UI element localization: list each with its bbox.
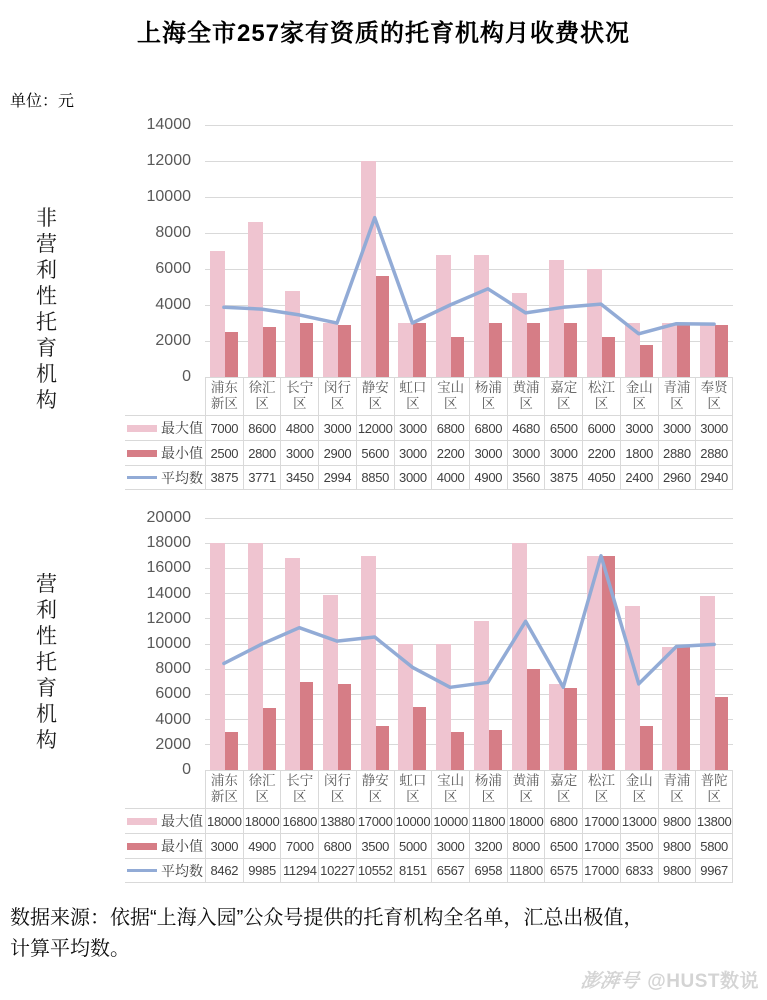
legend-min-swatch <box>127 843 157 850</box>
column-header <box>243 770 281 808</box>
table-cell: 5600 <box>356 440 394 465</box>
table-cell: 11800 <box>469 808 507 833</box>
column-header <box>695 770 733 808</box>
table-cell: 6958 <box>469 858 507 883</box>
data-table <box>125 377 733 490</box>
table-cell: 1800 <box>620 440 658 465</box>
legend-max-swatch <box>127 425 157 432</box>
column-header-line1: 浦东 <box>210 380 238 395</box>
table-cell: 8850 <box>356 465 394 490</box>
table-cell: 3450 <box>280 465 318 490</box>
column-header-line1: 黄浦 <box>512 380 540 395</box>
table-cell: 4800 <box>280 415 318 440</box>
table-cell: 3771 <box>243 465 281 490</box>
row-label <box>125 415 205 440</box>
table-cell: 11294 <box>280 858 318 883</box>
table-cell: 3500 <box>356 833 394 858</box>
table-cell: 6800 <box>544 808 582 833</box>
table-cell: 6800 <box>318 833 356 858</box>
table-cell: 9967 <box>695 858 733 883</box>
y-axis-tick: 10000 <box>146 188 191 205</box>
table-cell: 9800 <box>658 808 696 833</box>
y-axis-tick: 8000 <box>155 224 191 241</box>
table-cell: 3000 <box>469 440 507 465</box>
watermark-logo: 澎湃号 <box>578 971 641 992</box>
column-header-line2: 区 <box>368 789 382 804</box>
column-header-line2: 区 <box>519 789 533 804</box>
table-cell: 6567 <box>431 858 469 883</box>
watermark-handle: @HUST数说 <box>647 971 759 992</box>
y-axis-tick: 8000 <box>155 660 191 678</box>
chart-side-label-nonprofit: 非营利性托育机构 <box>36 207 57 412</box>
y-axis-tick: 14000 <box>146 584 191 602</box>
column-header-line2: 区 <box>594 396 609 411</box>
column-header-line1: 虹口 <box>399 773 427 788</box>
column-header-line2: 区 <box>632 789 646 804</box>
table-cell: 13880 <box>318 808 356 833</box>
table-cell: 4900 <box>469 465 507 490</box>
legend-avg-swatch <box>127 476 157 479</box>
table-cell: 2900 <box>318 440 356 465</box>
column-header-line2: 区 <box>293 789 307 804</box>
column-header <box>394 770 432 808</box>
column-header-line2: 区 <box>255 789 269 804</box>
table-cell: 9800 <box>658 858 696 883</box>
table-cell: 3200 <box>469 833 507 858</box>
column-header-line2: 区 <box>443 396 458 411</box>
table-cell: 12000 <box>356 415 394 440</box>
column-header-line2: 区 <box>406 396 420 411</box>
column-header-line2: 区 <box>707 789 721 804</box>
column-header-line1: 宝山 <box>437 773 465 788</box>
column-header-line2: 区 <box>594 789 609 804</box>
column-header-line1: 徐汇 <box>248 380 276 395</box>
column-header-line2: 区 <box>330 789 345 804</box>
y-axis-tick: 20000 <box>146 509 191 526</box>
legend-label: 最小值 <box>161 445 203 461</box>
data-table <box>125 770 733 883</box>
table-cell: 2880 <box>658 440 696 465</box>
table-cell: 6500 <box>544 833 582 858</box>
table-cell: 3000 <box>280 440 318 465</box>
column-header-line2: 区 <box>632 396 646 411</box>
column-header <box>394 377 432 415</box>
y-axis-tick: 12000 <box>146 152 191 169</box>
column-header <box>243 377 281 415</box>
source-note <box>10 903 643 965</box>
table-cell: 11800 <box>507 858 545 883</box>
column-header-line2: 新区 <box>210 396 238 411</box>
column-header-line2: 区 <box>519 396 533 411</box>
table-cell: 3000 <box>507 440 545 465</box>
table-cell: 8151 <box>394 858 432 883</box>
column-header-line1: 松江 <box>587 773 615 788</box>
column-header-line2: 区 <box>443 789 458 804</box>
column-header <box>544 377 582 415</box>
column-header <box>658 770 696 808</box>
column-header-line1: 金山 <box>625 380 653 395</box>
table-cell: 3000 <box>620 415 658 440</box>
column-header <box>205 770 243 808</box>
chart-section-nonprofit <box>125 113 733 490</box>
column-header <box>356 770 394 808</box>
y-axis-tick: 14000 <box>146 116 191 133</box>
table-cell: 6800 <box>469 415 507 440</box>
table-cell: 7000 <box>280 833 318 858</box>
table-cell: 2800 <box>243 440 281 465</box>
row-label <box>125 833 205 858</box>
column-header-line2: 新区 <box>210 789 238 804</box>
legend-avg-swatch <box>127 869 157 872</box>
column-header <box>205 377 243 415</box>
column-header <box>280 377 318 415</box>
source-note-line1: 数据来源：依据“上海入园”公众号提供的托育机构全名单，汇总出极值， <box>10 907 644 929</box>
legend-label: 最大值 <box>161 420 203 436</box>
table-cell: 18000 <box>205 808 243 833</box>
table-cell: 3000 <box>431 833 469 858</box>
column-header <box>469 770 507 808</box>
legend-label: 最大值 <box>161 813 203 829</box>
column-header <box>620 770 658 808</box>
column-header-line1: 虹口 <box>399 380 427 395</box>
table-cell: 6500 <box>544 415 582 440</box>
table-cell: 9800 <box>658 833 696 858</box>
y-axis-tick: 12000 <box>146 609 191 627</box>
table-cell: 2994 <box>318 465 356 490</box>
column-header-line2: 区 <box>670 789 684 804</box>
chart-section-forprofit <box>125 506 733 883</box>
table-cell: 16800 <box>280 808 318 833</box>
table-cell: 3000 <box>318 415 356 440</box>
column-header-line1: 杨浦 <box>474 773 502 788</box>
table-cell: 8600 <box>243 415 281 440</box>
column-header-line1: 长宁 <box>286 773 314 788</box>
column-header <box>658 377 696 415</box>
column-header <box>431 770 469 808</box>
table-cell: 3000 <box>394 465 432 490</box>
column-header <box>507 377 545 415</box>
table-cell: 17000 <box>356 808 394 833</box>
unit-label: 单位：元 <box>10 93 75 110</box>
table-cell: 2500 <box>205 440 243 465</box>
column-header <box>544 770 582 808</box>
table-cell: 2200 <box>582 440 620 465</box>
average-line <box>205 125 733 377</box>
table-cell: 17000 <box>582 833 620 858</box>
column-header-line1: 闵行 <box>323 380 351 395</box>
table-cell: 3000 <box>544 440 582 465</box>
column-header-line2: 区 <box>481 396 496 411</box>
column-header-line1: 静安 <box>361 773 389 788</box>
column-header-line2: 区 <box>330 396 345 411</box>
table-cell: 10000 <box>394 808 432 833</box>
column-header <box>280 770 318 808</box>
row-label <box>125 465 205 490</box>
column-header <box>507 770 545 808</box>
legend-label: 平均数 <box>161 862 203 879</box>
column-header-line1: 松江 <box>587 380 615 395</box>
y-axis-tick: 10000 <box>146 635 191 652</box>
column-header-line1: 嘉定 <box>550 773 578 788</box>
column-header <box>356 377 394 415</box>
row-label <box>125 440 205 465</box>
table-cell: 8462 <box>205 858 243 883</box>
column-header-line1: 杨浦 <box>474 380 502 395</box>
column-header-line1: 嘉定 <box>550 380 578 395</box>
table-cell: 3000 <box>394 440 432 465</box>
column-header <box>582 377 620 415</box>
table-cell: 10552 <box>356 858 394 883</box>
column-header-line2: 区 <box>670 396 684 411</box>
column-header <box>318 377 356 415</box>
column-header-line1: 金山 <box>625 773 653 788</box>
table-cell: 3560 <box>507 465 545 490</box>
table-cell: 13800 <box>695 808 733 833</box>
y-axis-tick: 4000 <box>155 710 191 728</box>
plot-area <box>146 116 733 385</box>
table-cell: 2200 <box>431 440 469 465</box>
column-header-line1: 奉贤 <box>700 380 728 395</box>
table-cell: 17000 <box>582 858 620 883</box>
table-cell: 4900 <box>243 833 281 858</box>
watermark <box>578 966 759 993</box>
table-cell: 3000 <box>658 415 696 440</box>
y-axis-tick: 0 <box>182 368 191 385</box>
column-header <box>695 377 733 415</box>
row-label <box>125 808 205 833</box>
table-cell: 8000 <box>507 833 545 858</box>
table-cell: 7000 <box>205 415 243 440</box>
column-header-line1: 长宁 <box>286 380 314 395</box>
plot-area <box>146 509 733 778</box>
column-header-line2: 区 <box>255 396 269 411</box>
table-cell: 6833 <box>620 858 658 883</box>
column-header-line1: 闵行 <box>323 773 351 788</box>
table-cell: 6000 <box>582 415 620 440</box>
table-cell: 5800 <box>695 833 733 858</box>
table-cell: 5000 <box>394 833 432 858</box>
column-header <box>318 770 356 808</box>
legend-min-swatch <box>127 450 157 457</box>
y-axis-tick: 4000 <box>155 296 191 313</box>
y-axis-tick: 2000 <box>155 332 191 349</box>
column-header-line2: 区 <box>368 396 382 411</box>
column-header-line2: 区 <box>557 396 571 411</box>
column-header-line1: 青浦 <box>663 773 691 788</box>
y-axis-tick: 6000 <box>155 260 191 277</box>
y-axis-tick: 16000 <box>146 559 191 577</box>
table-cell: 17000 <box>582 808 620 833</box>
table-cell: 3000 <box>205 833 243 858</box>
page-title: 上海全市257家有资质的托育机构月收费状况 <box>136 20 631 47</box>
table-cell: 3500 <box>620 833 658 858</box>
column-header-line1: 黄浦 <box>512 773 540 788</box>
column-header-line1: 浦东 <box>210 773 238 788</box>
column-header <box>469 377 507 415</box>
y-axis-tick: 2000 <box>155 735 191 753</box>
legend-label: 平均数 <box>161 469 203 486</box>
column-header <box>620 377 658 415</box>
table-cell: 2880 <box>695 440 733 465</box>
table-cell: 10227 <box>318 858 356 883</box>
column-header <box>431 377 469 415</box>
table-cell: 13000 <box>620 808 658 833</box>
table-cell: 18000 <box>243 808 281 833</box>
legend-label: 最小值 <box>161 838 203 854</box>
column-header-line1: 徐汇 <box>248 773 276 788</box>
table-cell: 4050 <box>582 465 620 490</box>
table-cell: 2960 <box>658 465 696 490</box>
column-header-line1: 宝山 <box>437 380 465 395</box>
table-cell: 10000 <box>431 808 469 833</box>
column-header-line1: 青浦 <box>663 380 691 395</box>
y-axis-tick: 0 <box>182 761 191 778</box>
table-cell: 6800 <box>431 415 469 440</box>
table-cell: 3875 <box>205 465 243 490</box>
chart-side-label-forprofit: 营利性托育机构 <box>36 573 57 752</box>
column-header-line1: 普陀 <box>700 773 728 788</box>
column-header-line1: 静安 <box>361 380 389 395</box>
table-cell: 2400 <box>620 465 658 490</box>
table-cell: 6575 <box>544 858 582 883</box>
source-note-line2: 计算平均数。 <box>10 938 130 960</box>
table-cell: 9985 <box>243 858 281 883</box>
column-header <box>582 770 620 808</box>
table-cell: 3875 <box>544 465 582 490</box>
y-axis-tick: 18000 <box>146 534 191 552</box>
column-header-line2: 区 <box>557 789 571 804</box>
average-line <box>205 518 733 770</box>
row-label <box>125 858 205 883</box>
table-cell: 18000 <box>507 808 545 833</box>
column-header-line2: 区 <box>293 396 307 411</box>
column-header-line2: 区 <box>707 396 721 411</box>
legend-max-swatch <box>127 818 157 825</box>
table-cell: 4680 <box>507 415 545 440</box>
table-cell: 3000 <box>394 415 432 440</box>
table-cell: 3000 <box>695 415 733 440</box>
column-header-line2: 区 <box>481 789 496 804</box>
table-cell: 2940 <box>695 465 733 490</box>
table-cell: 4000 <box>431 465 469 490</box>
column-header-line2: 区 <box>406 789 420 804</box>
y-axis-tick: 6000 <box>155 685 191 703</box>
